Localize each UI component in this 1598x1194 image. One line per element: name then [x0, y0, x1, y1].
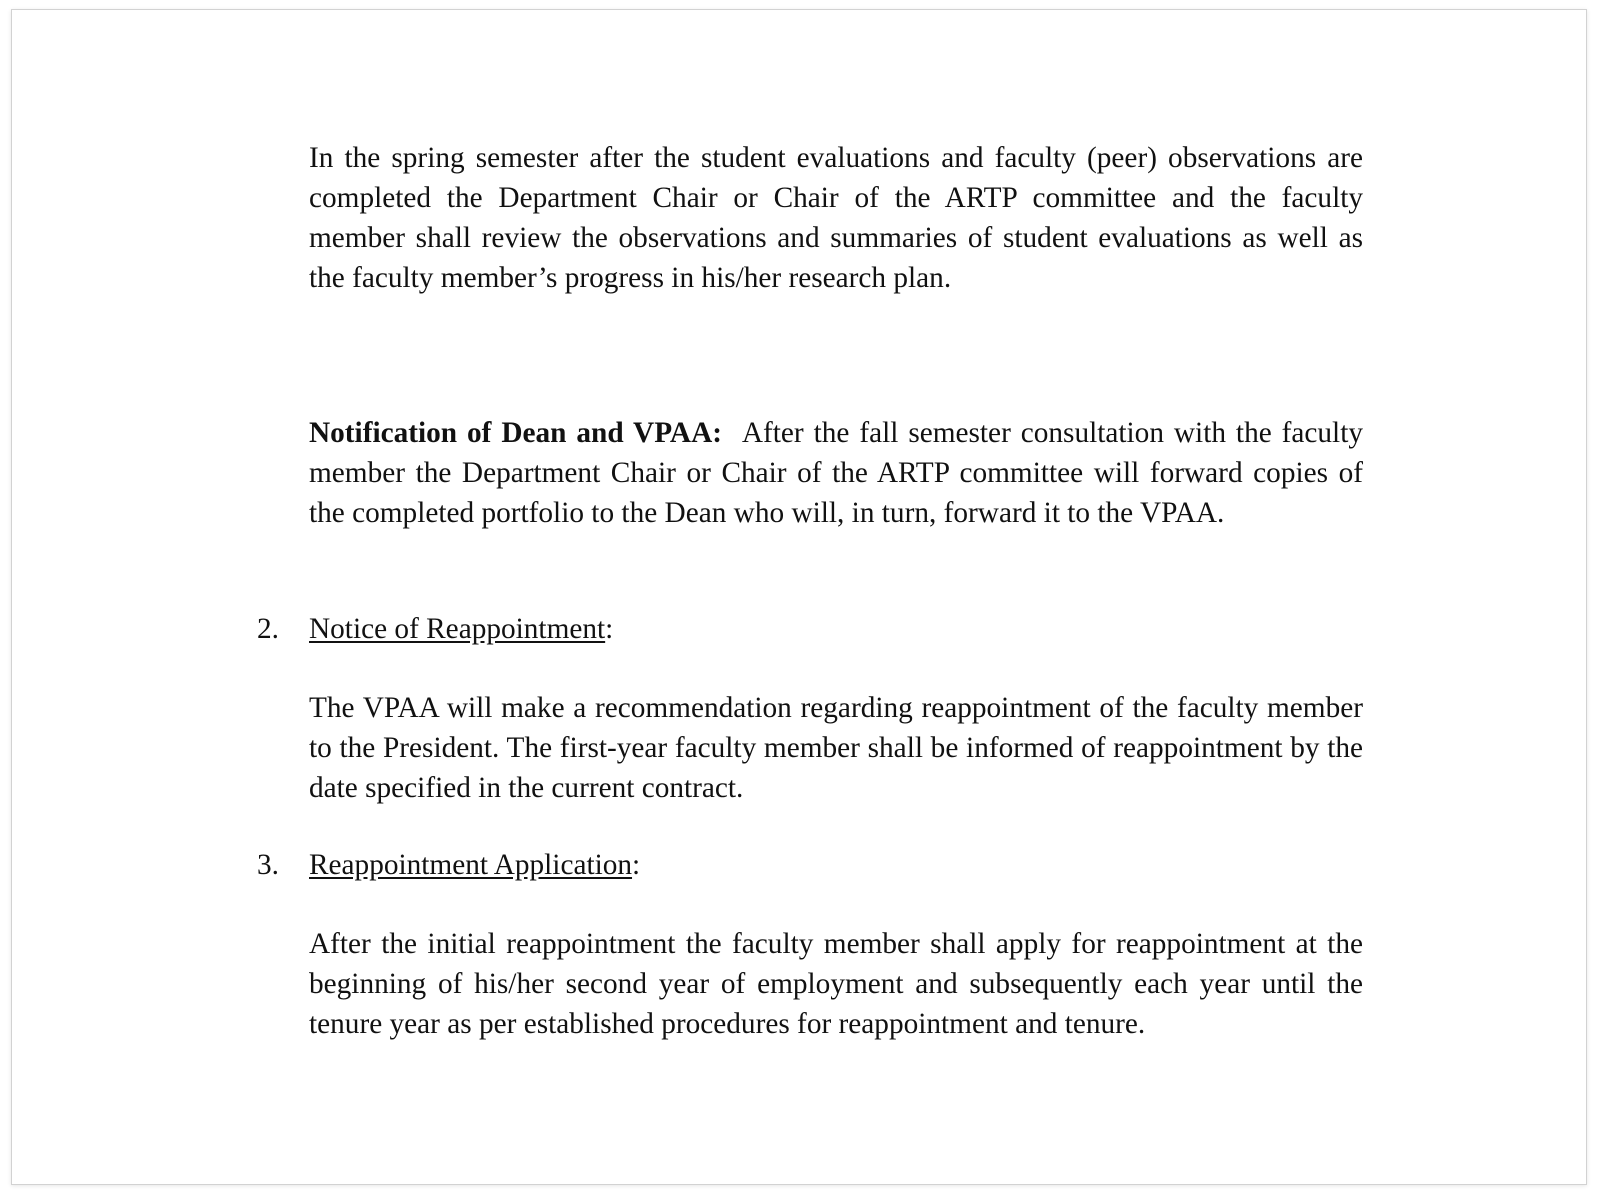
section-body-reappointment-application [309, 924, 1363, 1044]
section-heading-notice-of-reappointment [257, 609, 1363, 649]
document-page [11, 9, 1587, 1185]
section-number: 2. [257, 613, 279, 645]
paragraph-heading: Notification of Dean and VPAA: [309, 417, 722, 449]
paragraph-text: After the fall semester consultation with the faculty member the Department Chair or Chair of the ARTP committee will forward copies of the completed portfolio to the Dean who will, in turn, forward it to the VPAA. [309, 417, 1363, 529]
paragraph-notification-dean-vpaa [309, 413, 1363, 533]
paragraph-spring-semester-review [309, 138, 1363, 298]
section-title-suffix: : [632, 849, 641, 881]
section-heading-reappointment-application [257, 845, 1363, 885]
section-number: 3. [257, 849, 279, 881]
section-body-notice-of-reappointment [309, 688, 1363, 808]
section-title-suffix: : [605, 613, 614, 645]
section-title: Notice of Reappointment [309, 613, 606, 645]
document-body [12, 10, 1586, 1184]
section-body-text: After the initial reappointment the faculty member shall apply for reappointment at the beginning of his/her second year of employment and subsequently each year until the tenure year as per established procedures for reappointment and tenure. [309, 928, 1363, 1040]
paragraph-text: In the spring semester after the student evaluations and faculty (peer) observations are completed the Department Chair or Chair of the ARTP committee and the faculty member shall review the observations and summaries of student evaluations as well as the faculty member’s progress in his/her research plan. [309, 142, 1363, 294]
section-title: Reappointment Application [309, 849, 633, 881]
section-body-text: The VPAA will make a recommendation regarding reappointment of the faculty member to the President. The first-year faculty member shall be informed of reappointment by the date specified in the current contract. [309, 692, 1363, 804]
